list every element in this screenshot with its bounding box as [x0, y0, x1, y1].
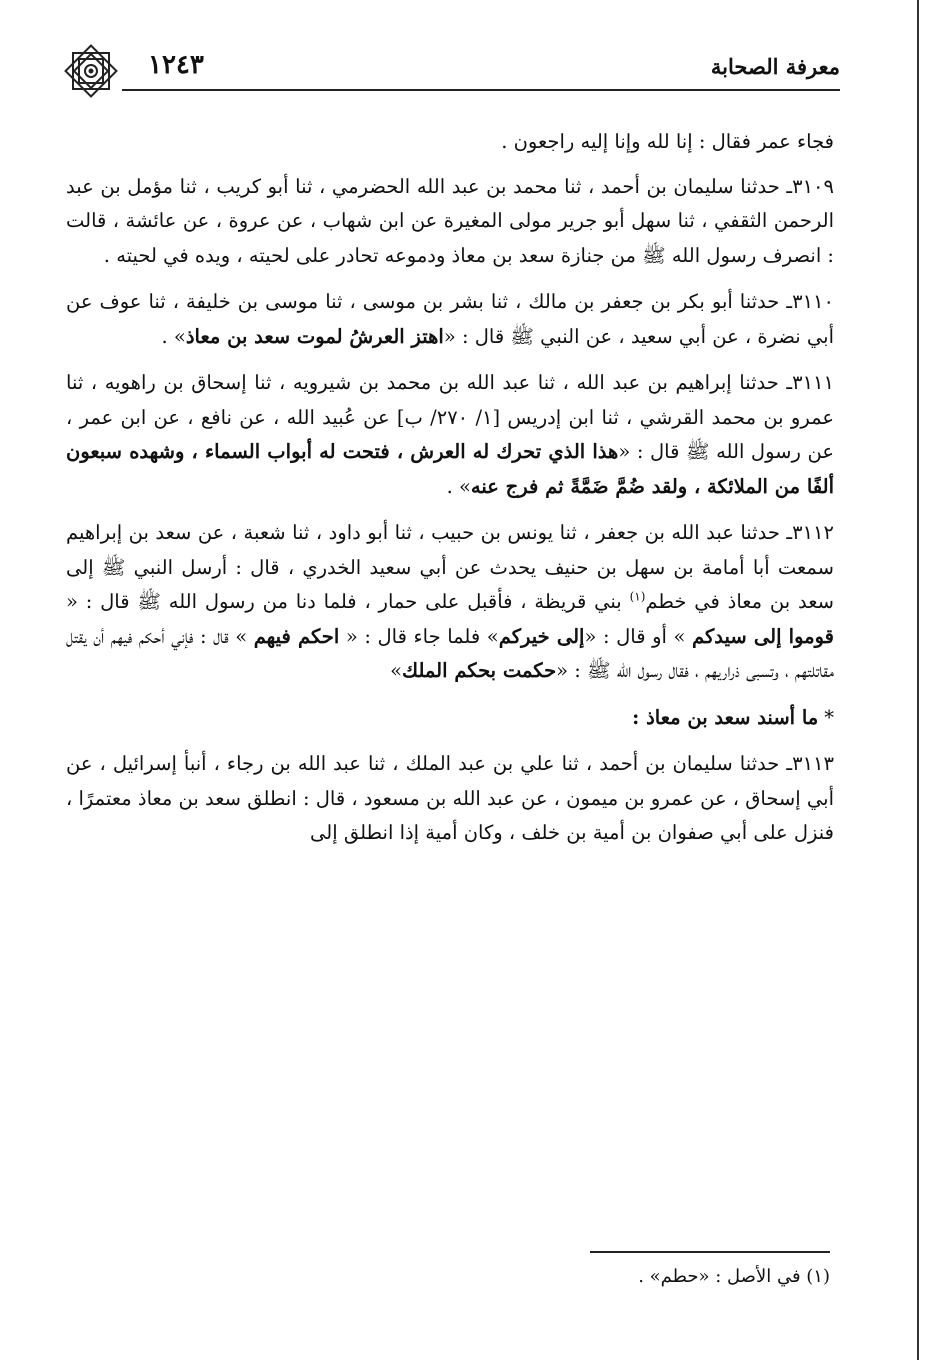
hadith-text: » فلما جاء قال : « [339, 624, 499, 648]
header-rule [122, 89, 840, 91]
hadith-text: ـ حدثنا إبراهيم بن عبد الله ، ثنا عبد الله بن محمد بن شيرويه ، ثنا إسحاق بن راهويه ، ثنا عمرو بن محمد القرشي ، ثنا ابن إدريس [١/ ٢٧٠/ ب] عن عُبيد الله ، عن نافع ، عن ابن عمر ، عن رسول الله ﷺ قال : « [66, 371, 834, 463]
hadith-number: ٣١٠٩ [792, 174, 834, 198]
hadith-number: ٣١١١ [792, 371, 834, 394]
hadith-3110 [66, 285, 834, 354]
hadith-text: ـ حدثنا أبو بكر بن جعفر بن مالك ، ثنا بشر بن موسى ، ثنا موسى بن خليفة ، ثنا عوف عن أبي نضرة ، عن أبي سعيد ، عن النبي ﷺ قال : « [66, 290, 834, 348]
running-header [60, 40, 840, 100]
prophetic-quote: قوموا إلى سيدكم [692, 624, 834, 648]
page-spine-line [917, 0, 919, 1360]
prophetic-quote: احكم فيهم [253, 624, 340, 648]
hadith-3112 [66, 516, 834, 689]
hadith-text: ـ حدثنا سليمان بن أحمد ، ثنا محمد بن عبد الله الحضرمي ، ثنا أبو كريب ، ثنا مؤمل بن عبد الرحمن الثقفي ، ثنا سهل أبو جرير مولى المغيرة عن ابن شهاب ، عن عروة ، عن عائشة ، قالت : انصرف رسول الله ﷺ من جنازة سعد بن معاذ ودموعه تحادر على لحيته ، ويده في لحيته . [66, 174, 834, 267]
hadith-number: ٣١١٢ [792, 521, 834, 544]
quote-close: » . [161, 324, 186, 348]
prophetic-quote: حكمت بحكم الملك [402, 659, 557, 682]
hadith-text: ـ حدثنا عبد الله بن جعفر ، ثنا يونس بن حبيب ، ثنا أبو داود ، ثنا شعبة ، عن سعد بن إبراهيم سمعت أبا أمامة بن سهل بن حنيف يحدث عن أبي سعيد الخدري ، قال : أرسل النبي ﷺ إلى سعد بن معاذ في خطم [66, 521, 834, 613]
main-text [66, 125, 834, 863]
footnote: (١) في الأصل : «حطم» . [638, 1266, 830, 1287]
quote-close: » [390, 659, 403, 682]
hadith-3111 [66, 366, 834, 504]
intro-text: فجاء عمر فقال : إنا لله وإنا إليه راجعون . [501, 130, 834, 153]
intro-paragraph [66, 125, 834, 160]
footnote-reference: (١) [629, 589, 646, 604]
section-heading-text: ما أسند سعد بن معاذ : [632, 705, 819, 729]
footnote-rule [590, 1251, 830, 1253]
hadith-text: » أو قال : « [584, 624, 692, 648]
hadith-number: ٣١١٠ [792, 290, 834, 313]
hadith-3109 [66, 170, 834, 274]
prophetic-quote: إلى خيركم [498, 624, 585, 648]
hadith-text: بني قريظة ، فأقبل على حمار ، فلما دنا من رسول الله ﷺ قال : « [66, 590, 630, 613]
prophetic-quote: اهتز العرشُ لموت سعد بن معاذ [185, 324, 444, 348]
prophetic-quote: هذا الذي تحرك له العرش ، فتحت له أبواب السماء ، وشهده سبعون ألفًا من الملائكة ، ولقد ضُمَّ ضَمَّةً ثم فرج عنه [66, 440, 834, 498]
running-title: معرفة الصحابة [710, 54, 840, 79]
quote-close: » . [446, 474, 471, 498]
hadith-3113 [66, 747, 834, 851]
hadith-text: » قال : فإني أحكم فيهم أن يقتل مقاتلتهم ، وتسبى ذراريهم ، فقال رسول الله ﷺ : « [66, 624, 834, 682]
hadith-number: ٣١١٣ [792, 752, 834, 775]
asterisk-icon: * [824, 705, 834, 729]
section-heading [66, 701, 834, 736]
hadith-text: ـ حدثنا سليمان بن أحمد ، ثنا علي بن عبد الملك ، ثنا عبد الله بن رجاء ، أنبأ إسرائيل ، عن أبي إسحاق ، عن عمرو بن ميمون ، عن عبد الله بن مسعود ، قال : انطلق سعد بن معاذ معتمرًا ، فنزل على أبي صفوان بن أمية بن خلف ، وكان أمية إذا انطلق إلى [66, 752, 834, 844]
page-number: ١٢٤٣ [148, 50, 204, 80]
star-ornament-icon [60, 40, 122, 102]
